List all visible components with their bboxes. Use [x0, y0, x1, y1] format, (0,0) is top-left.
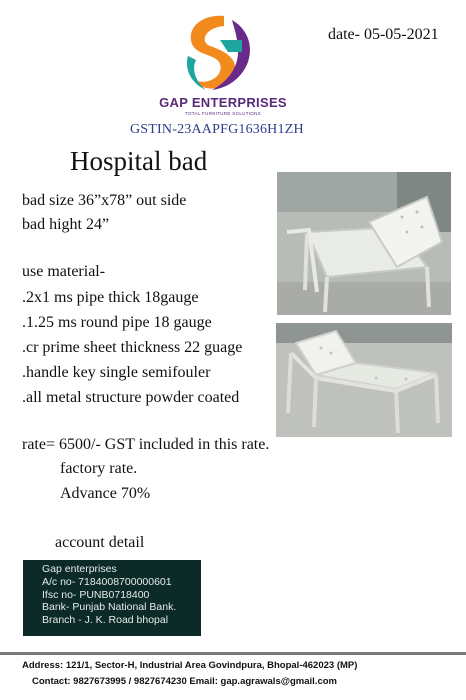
- account-number: A/c no- 7184008700000601: [42, 575, 172, 588]
- bed-photo-raised: [277, 172, 451, 315]
- material-item: .2x1 ms pipe thick 18gauge: [22, 289, 199, 306]
- account-heading: account detail: [55, 534, 145, 551]
- bed-photo-side: [276, 323, 452, 437]
- branch-name: Branch - J. K. Road bhopal: [42, 614, 169, 627]
- bed-height-text: bad hight 24”: [22, 216, 110, 233]
- brand-tagline: TOTAL FURNITURE SOLUTIONS: [185, 111, 261, 116]
- footer-contact: Contact: 9827673995 / 9827674230 Email: gap.agrawals@gmail.com: [32, 676, 337, 687]
- brand-name: GAP ENTERPRISES: [159, 95, 287, 110]
- rate-text: rate= 6500/- GST included in this rate.: [22, 436, 270, 453]
- footer-address: Address: 121/1, Sector-H, Industrial Area Govindpura, Bhopal-462023 (MP): [22, 660, 358, 671]
- material-item: .handle key single semifouler: [22, 364, 211, 381]
- material-item: .all metal structure powder coated: [22, 389, 240, 406]
- advance-text: Advance 70%: [60, 485, 151, 502]
- bank-name: Bank- Punjab National Bank.: [42, 601, 177, 614]
- gap-logo-icon: [172, 10, 262, 96]
- footer-divider: [0, 652, 466, 655]
- material-heading: use material-: [22, 263, 106, 280]
- bed-size-text: bad size 36”x78” out side: [22, 192, 187, 209]
- ifsc-code: Ifsc no- PUNB0718400: [42, 588, 150, 601]
- account-name: Gap enterprises: [42, 563, 117, 575]
- page-title: Hospital bad: [70, 146, 208, 176]
- account-details-box: [23, 560, 201, 636]
- material-item: .cr prime sheet thickness 22 guage: [22, 339, 243, 356]
- document-date: date- 05-05-2021: [328, 26, 439, 43]
- factory-rate-text: factory rate.: [60, 460, 138, 477]
- gstin-number: GSTIN-23AAPFG1636H1ZH: [130, 122, 304, 137]
- material-item: .1.25 ms round pipe 18 gauge: [22, 314, 212, 331]
